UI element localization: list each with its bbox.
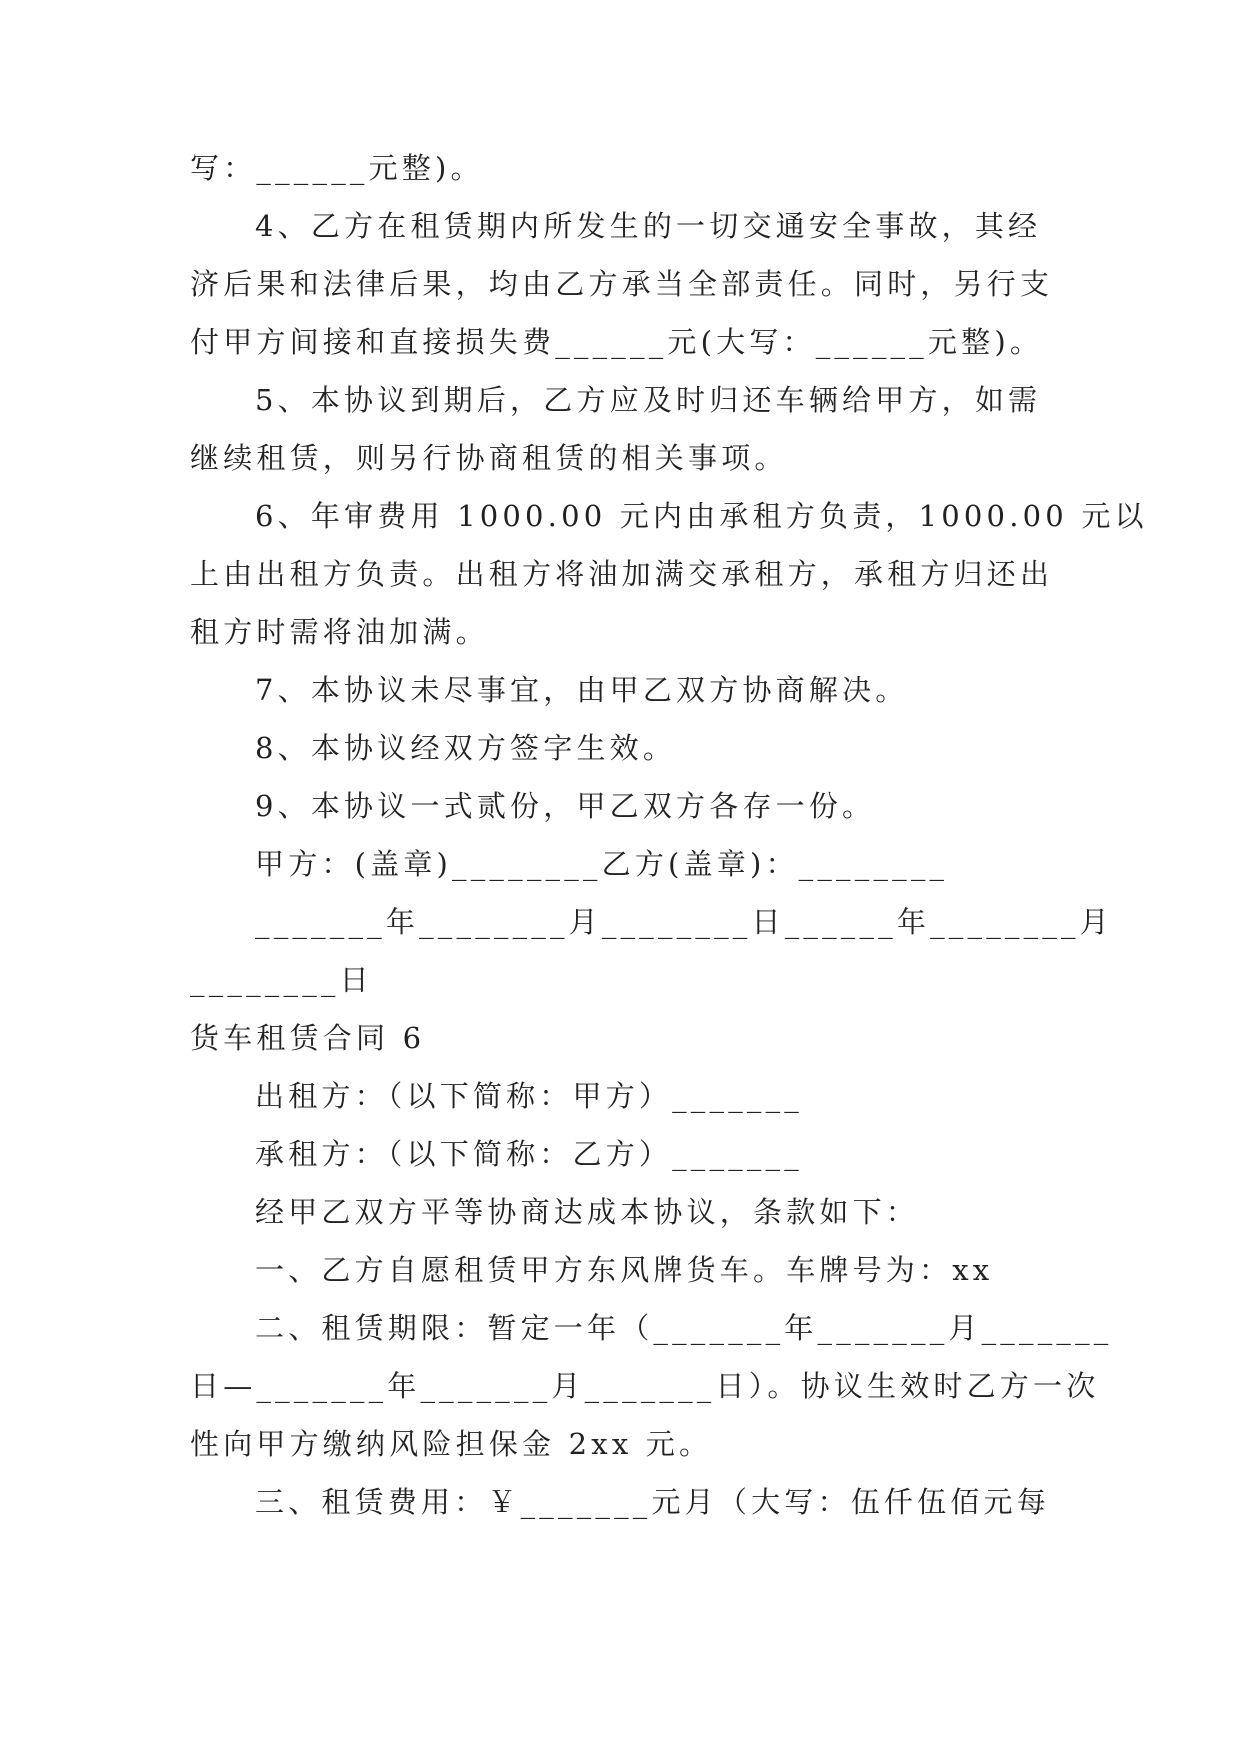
text-line: 经甲乙双方平等协商达成本协议，条款如下：: [255, 1195, 920, 1229]
text-line: 承租方：（以下简称：乙方）_______: [255, 1137, 804, 1171]
text-line: 三、租赁费用：￥_______元月（大写：伍仟伍佰元每: [255, 1485, 1050, 1519]
text-line: 6、年审费用 1000.00 元内由承租方负责，1000.00 元以: [255, 499, 1148, 533]
text-line: 7、本协议未尽事宜，由甲乙双方协商解决。: [255, 673, 909, 707]
text-line: 继续租赁，则另行协商租赁的相关事项。: [190, 441, 788, 475]
text-line: 性向甲方缴纳风险担保金 2xx 元。: [190, 1427, 713, 1461]
text-line: 9、本协议一式贰份，甲乙双方各存一份。: [255, 789, 876, 823]
text-line: 5、本协议到期后，乙方应及时归还车辆给甲方，如需: [255, 383, 1042, 417]
text-line: 一、乙方自愿租赁甲方东风牌货车。车牌号为：xx: [255, 1253, 994, 1287]
date-line: _______年________月________日______年________月: [255, 905, 1113, 939]
text-line: 8、本协议经双方签字生效。: [255, 731, 677, 765]
text-line: 写：______元整)。: [190, 151, 484, 185]
section-title: 货车租赁合同 6: [190, 1021, 426, 1055]
text-line: 租方时需将油加满。: [190, 615, 489, 649]
text-line: 上由出租方负责。出租方将油加满交承租方，承租方归还出: [190, 557, 1054, 591]
date-line: ________日: [190, 963, 373, 997]
text-line: 二、租赁期限：暂定一年（_______年_______月_______: [255, 1311, 1113, 1345]
text-line: 日—_______年_______月_______日）。协议生效时乙方一次: [190, 1369, 1100, 1403]
text-line: 出租方：（以下简称：甲方）_______: [255, 1079, 804, 1113]
text-line: 付甲方间接和直接损失费______元(大写：______元整)。: [190, 325, 1044, 359]
signature-line: 甲方：(盖章)________乙方(盖章)：________: [255, 847, 949, 881]
text-line: 济后果和法律后果，均由乙方承当全部责任。同时，另行支: [190, 267, 1054, 301]
text-line: 4、乙方在租赁期内所发生的一切交通安全事故，其经: [255, 209, 1042, 243]
